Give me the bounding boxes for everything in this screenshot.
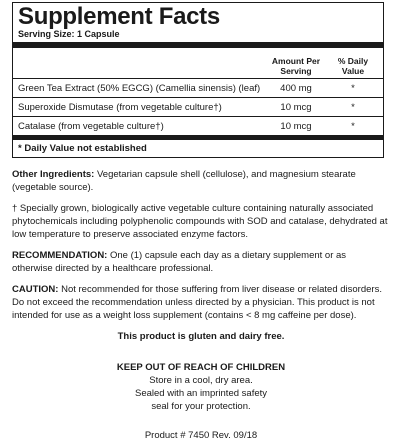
ingredient-daily-value: * (351, 82, 355, 94)
ingredient-name: Superoxide Dismutase (from vegetable culture†) (18, 101, 222, 113)
serving-size: Serving Size: 1 Capsule (18, 29, 120, 39)
culture-footnote: † Specially grown, biologically active vegetable culture containing naturally associated phytochemicals including polyphenolic compounds with SOD and catalase, dehydrated at low temperature to preserve associated enzyme factors. (12, 203, 388, 240)
other-ingredients-text: Vegetarian capsule shell (cellulose), and magnesium stearate (vegetable source). (12, 169, 356, 193)
facts-row (13, 98, 383, 117)
other-ingredients-label: Other Ingredients: (12, 169, 95, 180)
facts-title: Supplement Facts (18, 3, 220, 30)
column-header-amount: Amount Per Serving (271, 56, 321, 76)
facts-row (13, 117, 383, 135)
product-number: Product # 7450 Rev. 09/18 (144, 430, 258, 441)
gluten-free-statement: This product is gluten and dairy free. (117, 331, 285, 342)
ingredient-daily-value: * (351, 101, 355, 113)
supplement-facts-panel (12, 2, 384, 158)
ingredient-name: Catalase (from vegetable culture†) (18, 120, 164, 132)
column-header-row (13, 48, 383, 79)
ingredient-daily-value: * (351, 120, 355, 132)
ingredient-amount: 400 mg (280, 82, 312, 94)
keep-out-of-reach-warning: KEEP OUT OF REACH OF CHILDREN (116, 362, 286, 373)
recommendation (12, 249, 388, 275)
storage-line: Sealed with an imprinted safety (134, 388, 268, 399)
storage-line: seal for your protection. (151, 401, 251, 412)
ingredient-amount: 10 mcg (280, 101, 312, 113)
column-header-daily-value: % Daily Value (337, 56, 369, 76)
recommendation-label: RECOMMENDATION: (12, 250, 108, 261)
ingredient-amount: 10 mcg (280, 120, 312, 132)
storage-line: Store in a cool, dry area. (149, 375, 253, 386)
ingredient-name: Green Tea Extract (50% EGCG) (Camellia sinensis) (leaf) (18, 82, 261, 94)
other-ingredients (12, 168, 388, 194)
daily-value-footnote: * Daily Value not established (18, 143, 147, 154)
recommendation-text: One (1) capsule each day as a dietary supplement or as otherwise directed by a healthcare professional. (12, 250, 347, 274)
caution-text: Not recommended for those suffering from liver disease or related disorders. Do not exceed the recommendation unless directed by a physician. This product is not intended for use as a weight loss supplement (contains < 8 mg caffeine per dose). (12, 284, 382, 321)
caution (12, 283, 388, 322)
facts-row (13, 79, 383, 98)
caution-label: CAUTION: (12, 284, 59, 295)
